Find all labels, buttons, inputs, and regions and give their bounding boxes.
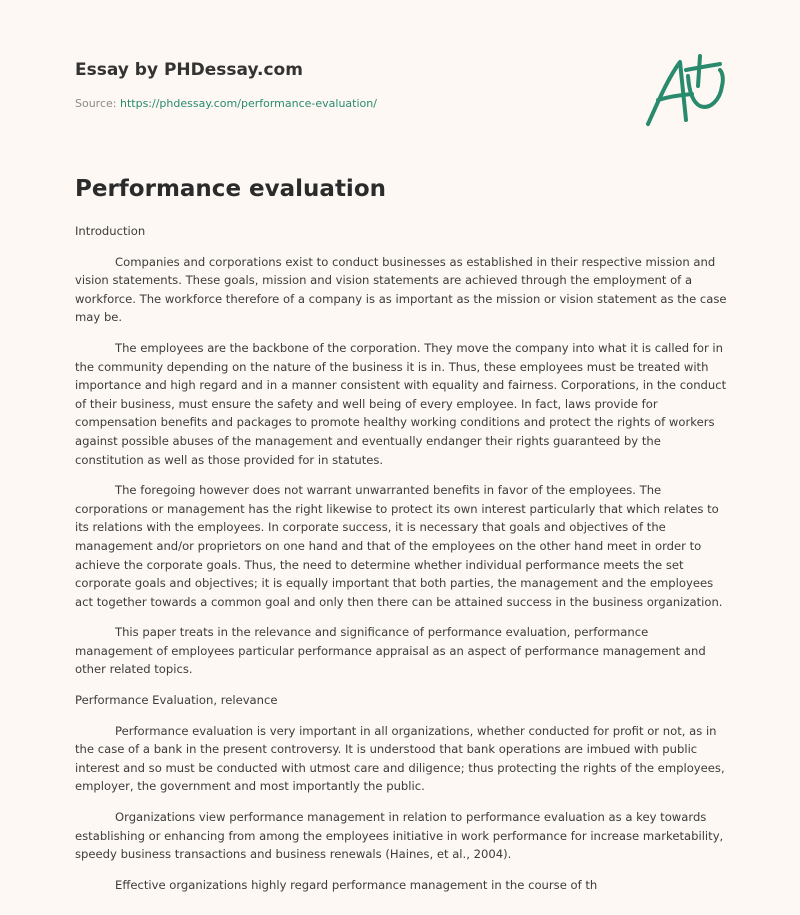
paragraph: Effective organizations highly regard performance management in the course of th: [115, 877, 598, 892]
paragraph: This paper treats in the relevance and significance of performance evaluation, performance management of employees particular performance appraisal as an aspect of performance management and other related topics.: [75, 625, 706, 677]
section-heading: Introduction: [75, 224, 146, 238]
page-title: Performance evaluation: [75, 176, 386, 202]
paragraph: The employees are the backbone of the corporation. They move the company into what it is called for in the community depending on the nature of the business it is in. Thus, these employees must be treated with importance and high regard and in a manner consistent with equality and fairness. Corporations, in the conduct of their business, must ensure the safety and well being of every employee. In fact, laws provide for compensation benefits and packages to promote healthy working conditions and protect the rights of workers against possible abuses of the management and eventually endanger their rights guaranteed by the constitution as well as those provided for in statutes.: [75, 340, 727, 467]
essay-body: [75, 222, 727, 894]
paragraph: The foregoing however does not warrant unwarranted benefits in favor of the employees. The corporations or management has the right likewise to protect its own interest particularly that which relates to its relations with the employees. In corporate success, it is necessary that goals and objectives of the management and/or proprietors on one hand and that of the employees on the other hand meet in order to achieve the corporate goals. Thus, the need to determine whether individual performance meets the set corporate goals and objectives; it is equally important that both parties, the management and the employees act together towards a common goal and only then there can be attained success in the business organization.: [75, 483, 723, 609]
paragraph: Organizations view performance management in relation to performance evaluation as a key towards establishing or enhancing from among the employees initiative in work performance for increase marketability, speedy business transactions and business renewals (Haines, et al., 2004).: [75, 810, 724, 862]
source-link[interactable]: https://phdessay.com/performance-evaluation/: [119, 97, 377, 110]
a-plus-logo-icon: [640, 50, 730, 135]
site-title: Essay by PHDessay.com: [75, 60, 303, 80]
paragraph: Performance evaluation is very important in all organizations, whether conducted for profit or not, as in the case of a bank in the present controversy. It is understood that bank operations are imbued with public interest and so must be conducted with utmost care and diligence; thus protecting the rights of the employees, employer, the government and most importantly the public.: [75, 723, 725, 794]
section-heading: Performance Evaluation, relevance: [75, 693, 278, 708]
source-label: Source:: [75, 97, 120, 110]
source-line: [75, 97, 377, 110]
paragraph: Companies and corporations exist to conduct businesses as established in their respective mission and vision statements. These goals, mission and vision statements are achieved through the employment of a workforce. The workforce therefore of a company is as important as the mission or vision statement as the case may be.: [75, 254, 727, 325]
